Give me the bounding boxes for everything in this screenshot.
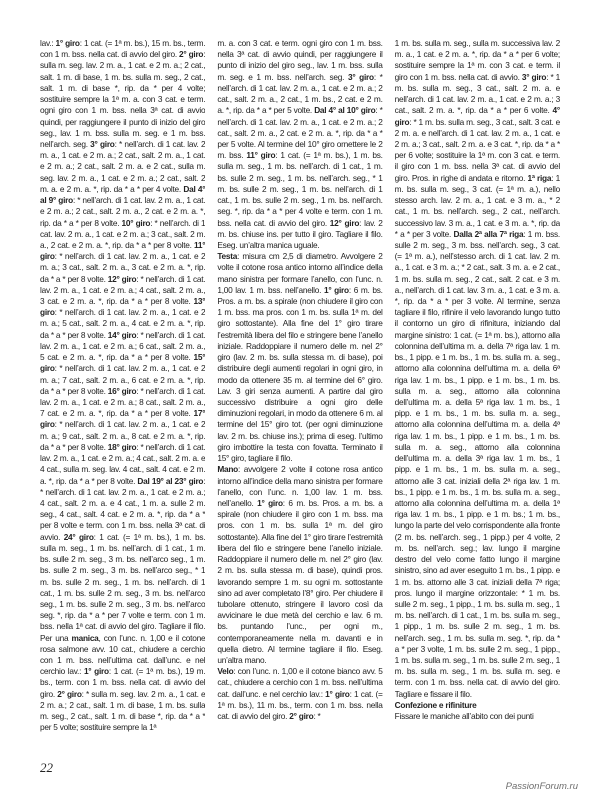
paragraph — [395, 38, 560, 700]
text-run: : 1 m. bs. sulla m. seg., 3 cat. (= 1ª m. a.), nello stesso arch. lav. 2 m. a., 1 cat. e 3 m. a., * 2 cat., 1 m. bs. nell’arch. seg., 2 cat., nell’arch. successivo lav. 3 m. a., 1 cat. e 3 m. a. *, rip. da * a * per 3 volte. — [394, 172, 560, 239]
text-run: : * nell’arch. di 1 cat. lav. 2 m. a., 1 cat. e 2 m. a.; 9 cat., salt. 2 m. a., 8 cat. e 2 m. a. *, rip. da * a * per 8 volte. — [40, 419, 206, 452]
text-run: m. a. con 3 cat. e term. ogni giro con 1 m. bss. nella 3ª cat. di avvio quindi, per raggiungere il punto di inizio del giro seg., lav. 1 m. bss. sulla m. seg. e 1 m. bss. nell’arch. seg. — [217, 38, 383, 82]
text-column-2 — [217, 38, 382, 744]
bold-label: 11° giro — [40, 239, 206, 262]
text-run: : * nell’arch. di 1 cat. lav. 2 m. a., 1 cat. e 2 m. a.; 2 cat., salt. 2 m. a., 1 cat. e 2 m. a.; 2 cat., salt. 2 m. a. e 2 cat., sulla m. seg. lav. 2 m. a., 1 cat. e 2 m. a.; 2 cat., salt. 2 m. a. e 2 m. a. *, rip. da * a * per 4 volte. — [40, 138, 206, 194]
bold-label: 2° giro — [179, 49, 204, 60]
text-run: : 1 cat. (= 1ª m. bs.), 1 m. bs. sulla m. seg., 1 m. bs. nell’arch. di 1 cat., 1 m. bs. sulle 2 m. seg., 3 m. bs. nell’arco seg., 1 m. bs. sulle 2 m. seg., 3 m. bs. nell’arco seg., * 1 m. bs. sulle 2 m. seg., 1 m. bs. nell’arch. di 1 cat., 1 m. bs. sulle 2 m. seg., 3 m. bs. nell’arco seg., 1 m. bs. sulle 2 m. seg., 3 m. bs. nell’arco seg. *, rip. da * a * per 7 volte e term. con 1 m. bss. nella 1ª cat. di avvio del giro. Tagliare il filo. Per una — [40, 531, 206, 643]
text-run: : misura cm 2,5 di diametro. Avvolgere 2 volte il cotone rosa antico intorno all’indice della mano sinistra per formare l’anello, con l’unc. n. 1,00 lav. 1 m. bss. nell’anello. — [217, 251, 383, 295]
text-run: : * nell’arch. di 1 cat. lav. 2 m. a., 1 cat. e 2 m. a.; 4 cat., salt. 2 m. a., 3 cat. e 2 m. a. *, rip. da * a * per 8 volte. — [40, 273, 206, 307]
bold-label: 11° giro — [246, 150, 276, 161]
bold-label: Dal 4° al 9° giro — [40, 183, 206, 206]
page-number: 22 — [40, 760, 53, 775]
bold-label: Confezione e rifiniture — [394, 699, 477, 710]
bold-label: 1ª riga — [527, 172, 552, 183]
text-run: : * nell’arch. di 1 cat. lav. 2 m. a., 1 cat. e 2 m. a.; 8 cat., salt. 2 m. a., 7 cat. e 2 m. a. *, rip. da * a * per 8 volte. — [40, 385, 206, 419]
text-run: : avvolgere 2 volte il cotone rosa antico intorno all’indice della mano sinistra per formare l’anello, con l’unc. n. 1,00 lav. 1 m. bss. nell’anello. — [217, 464, 383, 508]
bold-label: 12° giro — [329, 217, 360, 228]
text-run: : 1 cat. (= 1ª m. bs.), 1 m. bs. sulla m. seg., 1 m. bs. nell’arch. di 1 cat., 1 m. bs. sulle 2 m. seg., 1 m. bs. nell’arch. seg., * 1 m. bs. sulle 2 m. seg., 1 m. bs. nell’arch. di 1 cat., 1 m. bs. sulle 2 m. seg., 1 m. bs. nell’arch. seg. *, rip. da * a * per 4 volte e term. con 1 m. bss. nella cat. di avvio del giro. — [217, 150, 383, 228]
text-column-1 — [40, 38, 205, 744]
bold-label: manica — [71, 632, 99, 643]
bold-label: Dalla 2ª alla 7ª riga — [453, 228, 524, 239]
text-run: : * nell’arch. di 1 cat. lav. 2 m. a., 1 cat. e 2 m. a.; 3 cat., salt. 2 m. a., 3 cat. e 2 m. a. *, rip. da * a * per 8 volte. — [40, 251, 206, 284]
bold-label: 4° giro — [394, 105, 560, 127]
paragraph — [217, 464, 382, 666]
text-run: : * nell’arch. di 1 cat. lav. 2 m. a., 1 cat. e 2 m. a.; 4 cat., salt. 2 m. a. e 4 cat., 1 m. a. sulle 2 m. seg., 4 cat., salt. 4 cat. e 2 m. a. *, rip. da * a * per 8 volte e term. con 1 m. bss. nella 3ª cat. di avvio. — [40, 475, 206, 542]
paragraph — [395, 700, 560, 711]
text-run: : lav. 2 m. bs. chiuse ins. per tutto il giro. Tagliare il filo. Eseg. un’altra manica uguale. — [217, 217, 383, 250]
text-run: : * nell’arch. di 1 cat. lav. 2 m. a., 1 cat. e 2 m. a.; 5 cat., salt. 2 m. a., 4 cat. e 2 m. a. *, rip. da * a * per 8 volte. — [40, 307, 206, 340]
bold-label: 3° giro — [90, 138, 115, 149]
paragraph — [217, 251, 382, 464]
bold-label: Dal 4° al 10° giro — [314, 105, 376, 116]
bold-label: Velo — [217, 666, 234, 677]
bold-label: 16° giro — [107, 385, 137, 396]
bold-label: 12° giro — [107, 273, 137, 284]
bold-label: Mano — [217, 464, 238, 475]
text-run: Fissare le maniche all’abito con dei punti — [394, 711, 534, 722]
text-run: : * nell’arch. di 1 cat. lav. 2 m. a., 1 cat. e 2 m. a.; 6 cat., salt. 2 m. a., 5 cat. e 2 m. a. *, rip. da * a * per 8 volte. — [40, 329, 206, 363]
bold-label: 1° giro — [257, 497, 283, 508]
text-column-3 — [395, 38, 560, 744]
text-run: : con l’unc. n. 1,00 e il cotone bianco avv. 5 cat., chiudere a cerchio con 1 m. bss. nell’ultima cat. dall’unc. e nel cerchio lav.: — [217, 666, 383, 699]
paragraph — [395, 711, 560, 722]
bold-label: 14° giro — [107, 329, 137, 340]
text-run: : * nell’arch. di 1 cat. lav. 2 m. a., 1 cat. e 2 m. a.; 2 cat., salt. 2 m. a., 2 cat., 1 m. bs., 2 cat. e 2 m. a. *, rip. da * a * per 5 volte. — [217, 71, 383, 116]
text-run: : * sulla m. seg. lav. 2 m. a., 1 cat. e 2 m. a.; 2 cat., salt. 1 m. di base, 1 m. bs. sulla m. seg., 2 cat., salt. 1 m. di base *, rip. da * a * per 5 volte; sostituire sempre la 1ª — [40, 688, 206, 733]
article-columns — [40, 38, 560, 744]
paragraph — [40, 38, 205, 734]
bold-label: 1° giro — [325, 688, 350, 699]
text-run: : 6 m. bs. Pros. a m. bs. a spirale (non chiudere il giro con 1 m. bss. ma pros. con 1 m. bs. sulla 1ª m. del giro sottostante). Alla fine del 1° giro tirare l’estremità libera del filo e stringere bene l’anello iniziale. Raddoppiare il numero delle m. nel 2° giro (lav. 2 m. bs. sulla stessa m. di base), quindi pros. lavorando sempre 1 m. su ogni m. sottostante sino ad aver completato l’8° giro. Per chiudere il tubolare ottenuto, stringere il lavoro così da avvicinare le due metà del cerchio e lav. 6 m. bs. puntando l’unc., per ogni m., contemporaneamente nella m. davanti e in quella dietro. Al termine tagliare il filo. Eseg. un’altra mano. — [217, 497, 383, 666]
bold-label: 2° giro — [289, 711, 314, 722]
paragraph — [217, 666, 382, 722]
text-run: : * nell’arch. di 1 cat. lav. 2 m. a., 1 cat. e 2 m. a.; 4 cat., salt. 2 m. a. e 4 cat., sulla m. seg. lav. 4 cat., salt. 4 cat. e 2 m. a. *, rip. da * a * per 8 volte. — [40, 441, 206, 486]
text-run: : sulla m. seg. lav. 2 m. a., 1 cat. e 2 m. a.; 2 cat., salt. 1 m. di base, 1 m. bs. sulla m. seg., 2 cat., salt. 1 m. di base *, rip. da * per 4 volte; sostituire sempre la 1ª m. a. con 3 cat. e term. ogni giro con 1 m. bss. nella 3ª cat. di avvio quindi, per raggiungere il punto di inizio del giro seg., lav. 1 m. bss. sulla m. seg. e 1 m. bss. nell’arch. seg. — [40, 49, 206, 149]
bold-label: 18° giro — [107, 441, 137, 452]
bold-label: 15° giro — [40, 352, 206, 374]
text-run: : * nell’arch. di 1 cat. lav. 2 m. a., 1 cat. e 2 m. a.; 7 cat., salt. 2 m. a., 6 cat. e 2 m. a. *, rip. da * a * per 8 volte. — [40, 363, 206, 396]
text-run: : * nell’arch. di 1 cat. lav. 2 m. a., 1 cat. e 2 m. a.; 3 cat., salt. 2 m. a., 2 cat. e 2 m. a. *, rip. da * a * per 8 volte. — [40, 217, 206, 250]
text-run: : * 1 m. bs. sulla m. seg., 3 cat., salt. 2 m. a. e nell’arch. di 1 cat. lav. 2 m. a., 1 cat. e 2 m. a.; 3 cat., salt. 2 m. a. *, rip. da * a * per 6 volte. — [394, 71, 560, 116]
bold-label: 2° giro — [57, 688, 82, 699]
bold-label: 13° giro — [40, 296, 206, 318]
bold-label: 1° giro — [323, 284, 349, 295]
bold-label: 1° giro — [55, 38, 80, 48]
text-run: : * nell’arch. di 1 cat. lav. 2 m. a., 1 cat. e 2 m. a.; 2 cat., salt. 2 m. a., 2 cat. e 2 m. a. *, rip. da * a * per 8 volte. — [40, 195, 206, 228]
bold-label: 24° giro — [63, 531, 94, 542]
bold-label: 3° giro — [521, 71, 547, 82]
bold-label: 1° giro — [83, 666, 109, 677]
text-run: , con l’unc. n. 1,00 e il cotone rosa salmone avv. 10 cat., chiudere a cerchio con 1 m. bss. nell’ultima cat. dall’unc. e nel cerchio lav.: — [40, 632, 206, 677]
text-run: : 1 m. bss. sulle 2 m. seg., 3 m. bss. nell’arch. seg., 3 cat. (= 1ª m. a.), nell’stesso arch. di 1 cat. lav. 2 m. a., 1 cat. e 3 m. a.; * 2 cat., salt. 3 m. a. e 2 cat., 1 m. bs. sulla m. seg., 2 cat., salt. 2 cat. e 3 m. a., nell’arch. di 1 cat. lav. 3 m. a., 1 cat. e 3 m. a. *, rip. da * a * per 3 volte. Al termine, senza tagliare il filo, rifinire il velo lavorando lungo tutto il contorno un giro di rifinitura, iniziando dal margine sinistro: 1 cat. (= 1ª m. bs.), attorno alla colonnina dell’ultima m. a. della 7ª riga lav. 1 m. bs., 1 pipp. e 1 m. bs., 1 m. bs. sulla m. a. seg., attorno alla colonnina dell’ultima m. a. della 6ª riga lav. 1 m. bs., 1 pipp. e 1 m. bs., 1 m. bs. sulla m. a. seg., attorno alla colonnina dell’ultima m. a. della 5ª riga lav. 1 m. bs., 1 pipp. e 1 m. bs., 1 m. bs. sulla m. a. seg., attorno alla colonnina dell’ultima m. a. della 4ª riga lav. 1 m. bs., 1 pipp. e 1 m. bs., 1 m. bs. sulla m. a. seg., attorno alla colonnina dell’ultima m. a. della 3ª riga lav. 1 m. bs., 1 pipp. e 1 m. bs., 1 m. bs. sulla m. a. seg., attorno alle 3 cat. iniziali della 2ª riga lav. 1 m. bs., 1 pipp. e 1 m. bs., 1 m. bs. sulla m. a. seg., attorno alla colonnina dell’ultima m. a. della 1ª riga lav. 1 m. bs., 1 pipp. e 1 m. bs.; 1 m. bs., lungo la parte del velo corrispondente alla fronte (2 m. bs. nell’arch. seg., 1 pipp.) per 4 volte, 2 m. bs. nell’arch. seg.; lav. lungo il margine destro del velo come fatto lungo il margine sinistro, sino ad aver eseguito 1 m. bs., 1 pipp. e 1 m. bs. attorno alle 3 cat. iniziali della 7ª riga; pros. lungo il margine orizzontale: * 1 m. bs. sulle 2 m. seg., 1 pipp., 1 m. bs. sulla m. seg., 1 m. bs. nell’arch. di 1 cat., 1 m. bs. sulla m. seg., 1 pipp., 1 m. bs. sulle 2 m. seg., 1 m. bs. nell’arch. seg., 1 m. bs. sulla m. seg. *, rip. da * a * per 3 volte, 1 m. bs. sulle 2 m. seg., 1 pipp., 1 m. bs. sulla m. seg., 1 m. bs. sulle 2 m. seg., 1 m. bs. sulla m. seg., 1 m. bs. sulla m. seg. e term. con 1 m. bss. nella cat. di avvio del giro. Tagliare e fissare il filo. — [394, 228, 560, 699]
text-run: : 6 m. bs. Pros. a m. bs. a spirale (non chiudere il giro con 1 m. bss. ma pros. con 1 m. bs. sulla 1ª m. del giro sottostante). Alla fine del 1° giro tirare l’estremità libera del filo e stringere bene l’anello iniziale. Raddoppiare il numero delle m. nel 2° giro (lav. 2 m. bs. sulla stessa m. di base), poi distribuire degli aumenti regolari in ogni giro, in modo da ottenere 35 m. al termine del 6° giro. Lav. 3 giri senza aumenti. A partire dal giro successivo distribuire a ogni giro delle diminuzioni regolari, in modo da ottenere 6 m. al termine del 15° giro tot. (per ogni diminuzione lav. 2 m. bs. chiuse ins.); prima di eseg. l’ultimo giro imbottire la testa con fovatta. Terminato il 15° giro, tagliare il filo. — [217, 284, 383, 464]
bold-label: Dal 19° al 23° giro — [137, 475, 204, 486]
text-run: : 1 cat. (= 1ª m. bs.), 19 m. bs., term. con 1 m. bss. nella cat. di avvio del giro. — [40, 666, 206, 699]
bold-label: 3° giro — [347, 71, 374, 82]
bold-label: 10° giro — [121, 217, 151, 228]
text-run: : * — [313, 711, 321, 722]
text-run: : 1 cat. (= 1ª m. bs.), 11 m. bs., term. con 1 m. bss. nella cat. di avvio del giro. — [217, 688, 383, 722]
text-run: : * 1 m. bs. sulla m. seg., 3 cat., salt. 3 cat. e 2 m. a. e nell’arch. di 1 cat. lav. 2 m. a., 1 cat. e 2 m. a.; 3 cat., salt. 2 m. a. e 3 cat. *, rip. da * a * per 6 volte; sostituire la 1ª m. con 3 cat. e term. il giro con 1 m. bss. nella 3ª cat. di avvio del giro. Pros. in righe di andata e ritorno. — [394, 116, 560, 183]
text-run: lav.: — [40, 38, 56, 48]
bold-label: 17° giro — [40, 408, 206, 430]
text-run: : 1 cat. (= 1ª m. bs.), 15 m. bs., term. con 1 m. bss. nella cat. di avvio del giro. — [40, 38, 206, 60]
watermark: PassionForum.ru — [505, 781, 578, 792]
text-run: 1 m. bs. sulla m. seg., sulla m. successiva lav. 2 m. a., 1 cat. e 2 m. a. *, rip. da * a * per 6 volte; sostituire sempre la 1ª m. con 3 cat. e term. il giro con 1 m. bss. nella cat. di avvio. — [394, 38, 560, 82]
bold-label: Testa — [217, 251, 238, 262]
text-run: : * nell’arch. di 1 cat. lav. 2 m. a., 1 cat. e 2 m. a.; 2 cat., salt. 2 m. a., 2 cat. e 2 m. a. *, rip. da * a * per 5 volte. Al termine del 10° giro ornettere le 2 m. bss. — [217, 105, 383, 161]
paragraph — [217, 38, 382, 251]
